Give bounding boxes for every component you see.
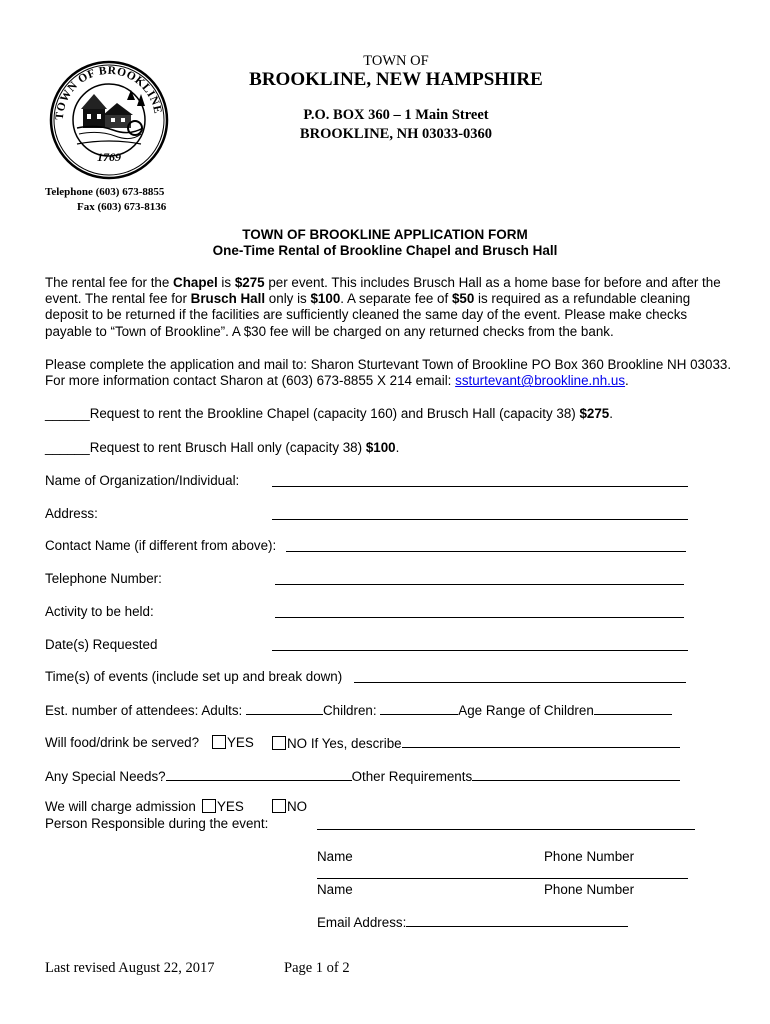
- contact-name-label: Contact Name (if different from above):: [45, 538, 277, 553]
- header-address-line1: P.O. BOX 360 – 1 Main Street: [303, 107, 489, 123]
- fee-text: per event. This includes Brusch Hall as a home base for before and after the event. The rental fee for: [45, 275, 721, 307]
- special-needs-field[interactable]: [166, 768, 352, 781]
- email-link[interactable]: ssturtevant@brookline.nh.us: [455, 373, 626, 389]
- admission-yes-label: YES: [217, 799, 244, 814]
- admission-yes-checkbox[interactable]: [202, 799, 216, 813]
- fax-line: Fax (603) 673-8136: [77, 201, 167, 213]
- fee-deposit: $50: [451, 291, 475, 307]
- food-yes-label: YES: [227, 735, 254, 750]
- food-describe-label: If Yes, describe: [307, 736, 402, 751]
- fee-text: The rental fee for the: [45, 275, 174, 290]
- admission-question: We will charge admission: [45, 799, 196, 814]
- request-chapel-text: Request to rent the Brookline Chapel (capacity 160) and Brusch Hall (capacity 38): [89, 406, 580, 421]
- other-requirements-label: Other Requirements: [351, 769, 473, 784]
- telephone-line: Telephone (603) 673-8855: [45, 186, 165, 198]
- request-hall-blank[interactable]: ______: [45, 440, 90, 455]
- request-chapel-line: [45, 406, 613, 421]
- footer-page: Page 1 of 2: [284, 960, 350, 976]
- seal-year: 1769: [97, 150, 121, 164]
- fee-brusch-hall: Brusch Hall: [190, 291, 266, 307]
- form-subtitle: One-Time Rental of Brookline Chapel and Brusch Hall: [212, 243, 558, 258]
- header-town-name: BROOKLINE, NEW HAMPSHIRE: [249, 69, 543, 90]
- organization-field[interactable]: [272, 474, 688, 487]
- request-chapel-end: .: [609, 406, 613, 421]
- form-title: TOWN OF BROOKLINE APPLICATION FORM: [242, 227, 528, 242]
- fee-text: . A separate fee of: [340, 291, 452, 307]
- request-hall-price: $100: [365, 440, 396, 455]
- activity-label: Activity to be held:: [45, 604, 154, 619]
- activity-field[interactable]: [275, 605, 684, 618]
- phone-number-label-2: Phone Number: [544, 882, 635, 897]
- email-address-field[interactable]: [406, 914, 628, 927]
- dates-field[interactable]: [272, 638, 688, 651]
- admission-yes-option[interactable]: [202, 799, 244, 814]
- food-no-option[interactable]: [272, 735, 680, 751]
- fee-hall-price: $100: [310, 291, 341, 307]
- admission-no-label: NO: [287, 799, 308, 814]
- food-yes-option[interactable]: [212, 735, 254, 750]
- fee-text: only is: [265, 291, 311, 307]
- fee-chapel: Chapel: [173, 275, 218, 290]
- fee-paragraph: [45, 275, 735, 340]
- person-responsible-label: Person Responsible during the event:: [45, 816, 269, 831]
- times-label: Time(s) of events (include set up and break down): [45, 669, 343, 684]
- email-address-row: [317, 914, 628, 930]
- age-range-field[interactable]: [594, 702, 672, 715]
- admission-row: [45, 799, 196, 814]
- dates-label: Date(s) Requested: [45, 637, 158, 652]
- request-hall-end: .: [395, 440, 400, 455]
- food-yes-checkbox[interactable]: [212, 735, 226, 749]
- name-label-1: Name: [317, 849, 353, 864]
- times-field[interactable]: [354, 670, 686, 683]
- contact-name-field[interactable]: [286, 539, 686, 552]
- fee-chapel-price: $275: [234, 275, 265, 290]
- attendees-row: [45, 702, 672, 718]
- special-needs-label: Any Special Needs?: [45, 769, 166, 784]
- mail-paragraph: [45, 357, 735, 389]
- address-label: Address:: [45, 506, 98, 521]
- name-label-2: Name: [317, 882, 353, 897]
- attendees-children-label: Children:: [322, 703, 381, 718]
- food-question: Will food/drink be served?: [45, 735, 200, 750]
- mail-text-end: .: [625, 373, 629, 389]
- request-chapel-blank[interactable]: ______: [45, 406, 90, 421]
- person-responsible-field[interactable]: [317, 817, 695, 830]
- admission-no-checkbox[interactable]: [272, 799, 286, 813]
- email-address-label: Email Address:: [317, 915, 407, 930]
- phone-number-label-1: Phone Number: [544, 849, 635, 864]
- seal-ring-text: TOWN OF BROOKLINE: [53, 64, 164, 121]
- food-no-checkbox[interactable]: [272, 736, 286, 750]
- age-range-label: Age Range of Children: [458, 703, 594, 718]
- adults-field[interactable]: [246, 702, 323, 715]
- second-person-field[interactable]: [317, 866, 688, 879]
- attendees-adults-label: Est. number of attendees: Adults:: [45, 703, 246, 718]
- food-row: [45, 735, 199, 750]
- organization-label: Name of Organization/Individual:: [45, 473, 240, 488]
- food-describe-field[interactable]: [402, 735, 680, 748]
- request-chapel-price: $275: [579, 406, 610, 421]
- request-hall-text: Request to rent Brusch Hall only (capacity 38): [89, 440, 366, 455]
- request-hall-line: [45, 440, 399, 455]
- fee-text: is required as a refundable cleaning deposit to be returned if the facilities are sufficiently cleaned the same day of the event. Please make checks payable to “Town of Brookline”. A $30 fee will be charged on any returned checks from the bank.: [45, 291, 691, 339]
- address-field[interactable]: [272, 507, 688, 520]
- other-requirements-field[interactable]: [472, 768, 680, 781]
- special-needs-row: [45, 768, 680, 784]
- mail-text: Please complete the application and mail to: Sharon Sturtevant Town of Brookline PO Box 360 Brookline NH 03033. For more information contact Sharon at (603) 673-8855 X 214 email:: [45, 357, 732, 389]
- header-address-line2: BROOKLINE, NH 03033-0360: [299, 126, 493, 142]
- admission-no-option[interactable]: [272, 799, 307, 814]
- telephone-field[interactable]: [275, 572, 684, 585]
- telephone-label: Telephone Number:: [45, 571, 162, 586]
- fee-text: is: [217, 275, 235, 290]
- header-town-of: TOWN OF: [363, 53, 429, 69]
- footer-revised: Last revised August 22, 2017: [45, 960, 215, 976]
- food-no-label: NO: [287, 736, 308, 751]
- children-field[interactable]: [380, 702, 458, 715]
